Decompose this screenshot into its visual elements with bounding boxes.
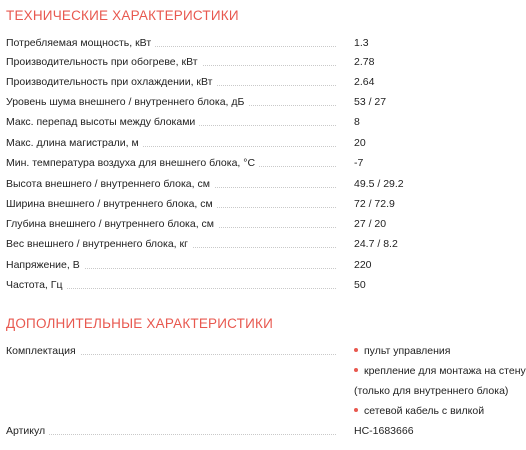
spec-value: 220 [354, 259, 372, 271]
kit-item-text: пульт управления [364, 345, 451, 357]
extra-specs-title: ДОПОЛНИТЕЛЬНЫЕ ХАРАКТЕРИСТИКИ [6, 316, 273, 331]
spec-label: Макс. перепад высоты между блоками [6, 112, 199, 132]
spec-label: Артикул [6, 421, 49, 441]
spec-value: 24.7 / 8.2 [354, 238, 398, 250]
spec-row-cooling-capacity [6, 72, 494, 92]
bullet-icon [354, 368, 358, 372]
spec-row-frequency [6, 275, 494, 295]
spec-label: Уровень шума внешнего / внутреннего блока, дБ [6, 92, 248, 112]
bullet-icon [354, 348, 358, 352]
spec-row-unit-depth [6, 214, 494, 234]
spec-label: Макс. длина магистрали, м [6, 133, 143, 153]
spec-value: 2.78 [354, 56, 375, 68]
spec-value: 20 [354, 137, 366, 149]
spec-value: HC-1683666 [354, 425, 414, 437]
spec-row-unit-height [6, 174, 494, 194]
kit-list-item [354, 341, 450, 361]
spec-row-voltage [6, 255, 494, 275]
bullet-icon [354, 408, 358, 412]
spec-label: Высота внешнего / внутреннего блока, см [6, 174, 214, 194]
spec-row-max-height-difference [6, 112, 494, 132]
spec-label: Потребляемая мощность, кВт [6, 33, 155, 53]
spec-row-unit-width [6, 194, 494, 214]
spec-row-unit-weight [6, 234, 494, 254]
kit-item-note [354, 381, 508, 401]
spec-label: Частота, Гц [6, 275, 66, 295]
spec-value: 53 / 27 [354, 96, 387, 108]
spec-value: 49.5 / 29.2 [354, 178, 404, 190]
spec-label: Вес внешнего / внутреннего блока, кг [6, 234, 192, 254]
spec-label: Ширина внешнего / внутреннего блока, см [6, 194, 217, 214]
spec-value: -7 [354, 157, 364, 169]
spec-label: Комплектация [6, 341, 80, 361]
spec-row-article [6, 421, 494, 441]
spec-value: 72 / 72.9 [354, 198, 395, 210]
spec-label: Глубина внешнего / внутреннего блока, см [6, 214, 218, 234]
kit-list-item [354, 401, 484, 421]
spec-label: Мин. температура воздуха для внешнего блока, °С [6, 153, 259, 173]
spec-row-max-line-length [6, 133, 494, 153]
spec-row-heating-capacity [6, 52, 494, 72]
spec-row-noise-level [6, 92, 494, 112]
spec-value: 27 / 20 [354, 218, 387, 230]
spec-value: 1.3 [354, 37, 369, 49]
spec-label: Производительность при обогреве, кВт [6, 52, 202, 72]
kit-item-text: крепление для монтажа на стену [364, 365, 526, 377]
leader-dots [6, 434, 336, 435]
spec-row-power-consumption [6, 33, 494, 53]
spec-row-min-outdoor-temperature [6, 153, 494, 173]
spec-value: 8 [354, 116, 360, 128]
tech-specs-title: ТЕХНИЧЕСКИЕ ХАРАКТЕРИСТИКИ [6, 8, 239, 23]
spec-label: Напряжение, В [6, 255, 84, 275]
spec-value: 50 [354, 279, 366, 291]
spec-label: Производительность при охлаждении, кВт [6, 72, 217, 92]
kit-list-item [354, 361, 526, 381]
kit-item-text: сетевой кабель с вилкой [364, 405, 485, 417]
kit-note-text: (только для внутреннего блока) [354, 385, 509, 397]
spec-value: 2.64 [354, 76, 375, 88]
